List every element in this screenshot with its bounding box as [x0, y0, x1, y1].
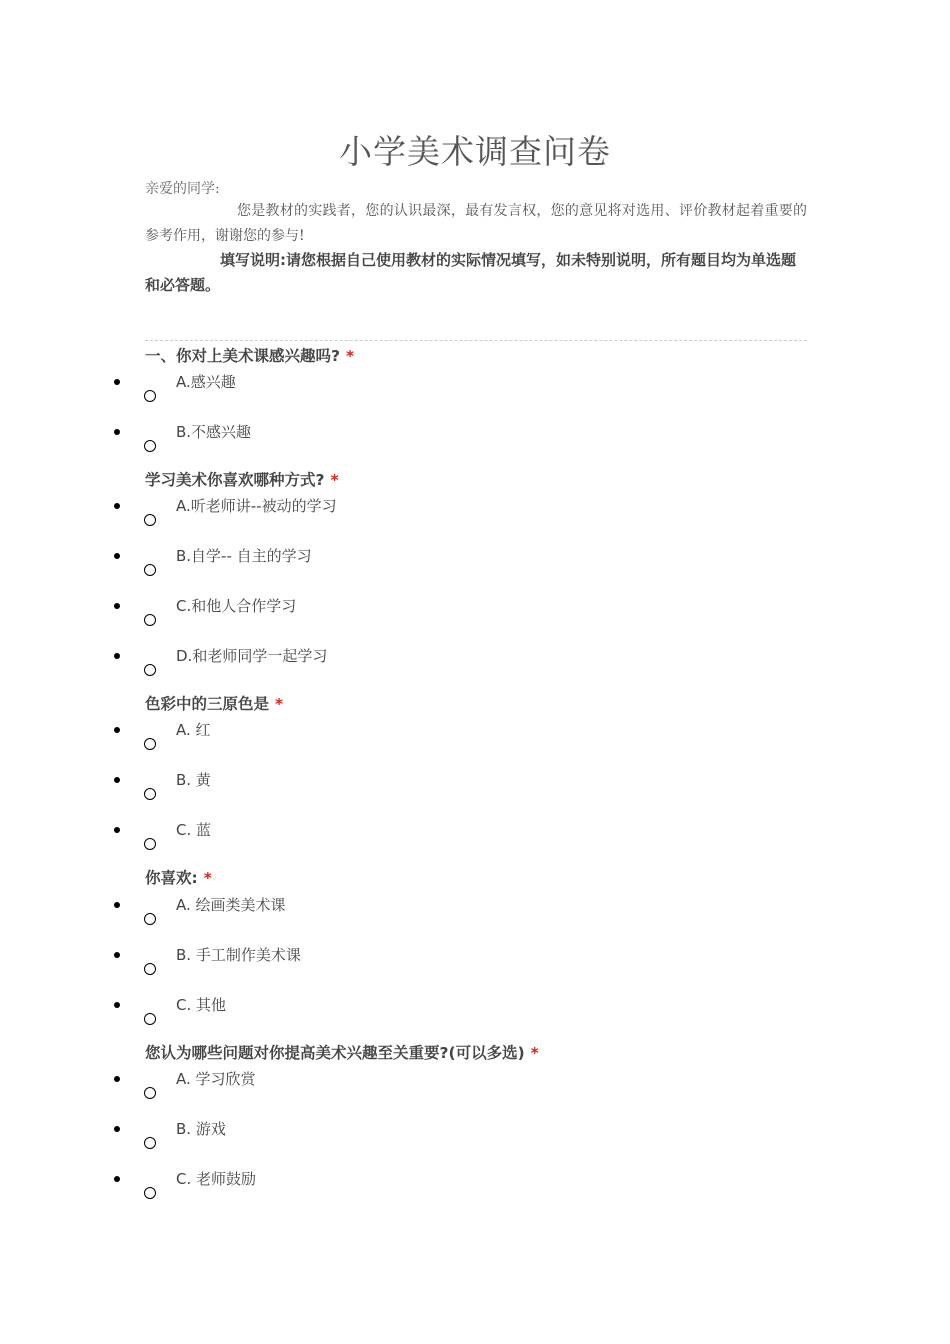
option-label: A. 学习欣赏: [176, 1070, 256, 1088]
option-label: A. 红: [176, 721, 211, 739]
bullet-icon: [114, 777, 120, 783]
question-4-option-a[interactable]: [0, 894, 950, 944]
radio-button[interactable]: [144, 1087, 156, 1099]
required-marker: *: [330, 471, 339, 489]
bullet-icon: [114, 827, 120, 833]
option-label: B. 黄: [176, 771, 211, 789]
bullet-icon: [114, 553, 120, 559]
radio-button[interactable]: [144, 1137, 156, 1149]
question-2-option-c[interactable]: [0, 595, 950, 645]
question-1-title: 一、你对上美术课感兴趣吗? *: [145, 347, 355, 365]
radio-button[interactable]: [144, 913, 156, 925]
bullet-icon: [114, 379, 120, 385]
radio-button[interactable]: [144, 738, 156, 750]
bullet-icon: [114, 1002, 120, 1008]
radio-button[interactable]: [144, 664, 156, 676]
option-label: A. 绘画类美术课: [176, 896, 286, 914]
question-3-title: 色彩中的三原色是 *: [145, 695, 284, 713]
option-label: C.和他人合作学习: [176, 597, 297, 615]
bullet-icon: [114, 429, 120, 435]
question-4-title: 你喜欢: *: [145, 869, 212, 887]
bullet-icon: [114, 1126, 120, 1132]
option-label: C. 其他: [176, 996, 227, 1014]
required-marker: *: [530, 1044, 539, 1062]
radio-button[interactable]: [144, 614, 156, 626]
question-3-option-a[interactable]: [0, 719, 950, 769]
radio-button[interactable]: [144, 788, 156, 800]
radio-button[interactable]: [144, 1187, 156, 1199]
option-label: B.自学-- 自主的学习: [176, 547, 312, 565]
radio-button[interactable]: [144, 963, 156, 975]
question-5-option-c[interactable]: [0, 1168, 950, 1218]
question-1-option-b[interactable]: [0, 421, 950, 471]
bullet-icon: [114, 603, 120, 609]
radio-button[interactable]: [144, 564, 156, 576]
question-2-title: 学习美术你喜欢哪种方式? *: [145, 471, 339, 489]
question-5-option-b[interactable]: [0, 1118, 950, 1168]
question-4-option-c[interactable]: [0, 994, 950, 1044]
question-3-option-b[interactable]: [0, 769, 950, 819]
required-marker: *: [275, 695, 284, 713]
radio-button[interactable]: [144, 1013, 156, 1025]
question-4-option-b[interactable]: [0, 944, 950, 994]
greeting: 亲爱的同学:: [145, 181, 220, 197]
bullet-icon: [114, 1076, 120, 1082]
option-label: C. 蓝: [176, 821, 212, 839]
bullet-icon: [114, 503, 120, 509]
fill-instructions: 填写说明:请您根据自己使用教材的实际情况填写，如未特别说明，所有题目均为单选题和必答题。: [145, 251, 797, 294]
question-5-title: 您认为哪些问题对你提高美术兴趣至关重要?(可以多选) *: [145, 1044, 539, 1062]
radio-button[interactable]: [144, 390, 156, 402]
question-5-option-a[interactable]: [0, 1068, 950, 1118]
question-3-option-c[interactable]: [0, 819, 950, 869]
question-2-option-d[interactable]: [0, 645, 950, 695]
bullet-icon: [114, 902, 120, 908]
question-2-option-b[interactable]: [0, 545, 950, 595]
bullet-icon: [114, 727, 120, 733]
option-label: B. 手工制作美术课: [176, 946, 301, 964]
radio-button[interactable]: [144, 514, 156, 526]
option-label: D.和老师同学一起学习: [176, 647, 328, 665]
question-1-option-a[interactable]: [0, 371, 950, 421]
option-label: A.听老师讲--被动的学习: [176, 497, 337, 515]
required-marker: *: [346, 347, 355, 365]
option-label: B. 游戏: [176, 1120, 226, 1138]
option-label: C. 老师鼓励: [176, 1170, 257, 1188]
option-label: A.感兴趣: [176, 373, 236, 391]
radio-button[interactable]: [144, 440, 156, 452]
question-2-option-a[interactable]: [0, 495, 950, 545]
intro-paragraph: 您是教材的实践者，您的认识最深，最有发言权，您的意见将对选用、评价教材起着重要的参考作用，谢谢您的参与!: [145, 203, 807, 244]
required-marker: *: [203, 869, 212, 887]
divider: [145, 340, 807, 341]
radio-button[interactable]: [144, 838, 156, 850]
document-title: 小学美术调查问卷: [339, 132, 611, 171]
bullet-icon: [114, 1176, 120, 1182]
bullet-icon: [114, 653, 120, 659]
option-label: B.不感兴趣: [176, 423, 252, 441]
bullet-icon: [114, 952, 120, 958]
